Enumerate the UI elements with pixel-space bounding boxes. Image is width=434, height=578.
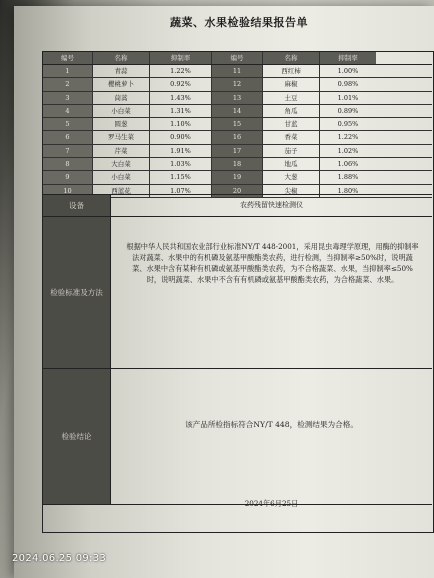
- cell-name: 大白菜: [93, 158, 150, 170]
- cell-name: 小白菜: [93, 171, 150, 183]
- cell-name: 圆葱: [93, 118, 150, 130]
- cell-no: 10: [43, 185, 93, 197]
- table-row: [43, 105, 432, 118]
- cell-rate: 0.90%: [150, 131, 212, 143]
- cell-name: 樱桃萝卜: [93, 78, 150, 90]
- table-row: [43, 78, 432, 91]
- cell-no: 3: [43, 92, 93, 104]
- report-title: 蔬菜、水果检验结果报告单: [170, 16, 308, 29]
- device-section: [43, 194, 432, 216]
- table-row: [43, 158, 432, 171]
- header-name-1: 名称: [93, 52, 150, 64]
- table-row: [43, 171, 432, 184]
- cell-no: 5: [43, 118, 93, 130]
- cell-no: 16: [212, 131, 263, 143]
- cell-rate: 1.01%: [337, 93, 359, 102]
- cell-name: 香菜: [263, 131, 320, 143]
- table-row: [43, 131, 432, 144]
- cell-no: 6: [43, 131, 93, 143]
- report-date: 2024年6月25日: [244, 499, 299, 508]
- cell-rate: 1.06%: [337, 160, 359, 169]
- cell-rate: 1.10%: [150, 118, 212, 130]
- cell-no: 8: [43, 158, 93, 170]
- cell-rate: 1.03%: [150, 158, 212, 170]
- header-no-1: 编号: [43, 52, 93, 64]
- cell-no: 19: [212, 171, 263, 183]
- header-no-2: 编号: [212, 52, 263, 64]
- cell-name: 茄子: [263, 145, 320, 157]
- cell-name: 麻椒: [263, 78, 320, 90]
- conclusion-label: 检验结论: [43, 369, 111, 504]
- cell-no: 4: [43, 105, 93, 117]
- conclusion-section: [43, 368, 432, 508]
- cell-name: 小白菜: [93, 105, 150, 117]
- cell-rate: 1.07%: [150, 185, 212, 197]
- cell-name: 青蒜: [93, 65, 150, 77]
- cell-name: 茼蒿: [93, 92, 150, 104]
- table-row: [43, 65, 432, 78]
- cell-rate: 0.89%: [337, 106, 359, 115]
- cell-name: 角瓜: [263, 105, 320, 117]
- cell-rate: 0.92%: [150, 78, 212, 90]
- cell-name: 土豆: [263, 92, 320, 104]
- cell-name: 罗马生菜: [93, 131, 150, 143]
- cell-rate: 1.88%: [337, 173, 359, 182]
- cell-no: 17: [212, 145, 263, 157]
- cell-rate: 1.43%: [150, 92, 212, 104]
- cell-no: 11: [212, 65, 263, 77]
- table-header: [43, 52, 432, 65]
- cell-rate: 1.80%: [337, 186, 359, 195]
- cell-rate: 1.22%: [150, 65, 212, 77]
- method-label: 检验标准及方法: [43, 217, 111, 368]
- cell-no: 2: [43, 78, 93, 90]
- device-label: 设备: [43, 195, 111, 216]
- table-body: [43, 65, 432, 198]
- table-row: [43, 92, 432, 105]
- device-value: 农药残留快速检测仪: [240, 201, 303, 209]
- cell-no: 20: [212, 185, 263, 197]
- cell-name: 西蓝花: [93, 185, 150, 197]
- cell-rate: 0.98%: [337, 80, 359, 89]
- table-footer-row: [43, 504, 432, 533]
- cell-rate: 1.91%: [150, 145, 212, 157]
- cell-rate: 1.15%: [150, 171, 212, 183]
- report-sheet: [14, 6, 434, 578]
- cell-no: 7: [43, 145, 93, 157]
- photo-timestamp: 2024.06.25 09:33: [12, 553, 107, 564]
- cell-name: 西红柿: [263, 65, 320, 77]
- cell-no: 1: [43, 65, 93, 77]
- report-table: [42, 51, 434, 533]
- header-rate-1: 抑制率: [150, 52, 212, 64]
- cell-rate: 1.31%: [150, 105, 212, 117]
- cell-no: 13: [212, 92, 263, 104]
- table-row: [43, 145, 432, 158]
- cell-name: 芹菜: [93, 145, 150, 157]
- cell-no: 14: [212, 105, 263, 117]
- table-row: [43, 118, 432, 131]
- cell-rate: 1.22%: [337, 133, 359, 142]
- method-text: 根据中华人民共和国农业部行业标准NY/T 448-2001，采用昆虫毒理学原理，用酶的抑制率法对蔬菜、水果中的有机磷及氨基甲酸酯类农药，进行检测，当抑制率≥50%时，说明蔬菜、水果中含有某种有机磷或氨基甲酸酯类农药，为不合格蔬菜、水果，当抑制率≤50%时，说明蔬菜、水果中不含有有机磷或氨基甲酸酯类农药，为合格蔬菜、水果。: [126, 242, 419, 284]
- header-name-2: 名称: [263, 52, 320, 64]
- cell-name: 大葱: [263, 171, 320, 183]
- cell-rate: 1.00%: [337, 67, 359, 75]
- cell-name: 尖椒: [263, 185, 320, 197]
- cell-no: 18: [212, 158, 263, 170]
- cell-rate: 0.95%: [337, 120, 359, 129]
- cell-no: 12: [212, 78, 263, 90]
- cell-name: 甘蓝: [263, 118, 320, 130]
- cell-name: 地瓜: [263, 158, 320, 170]
- cell-no: 9: [43, 171, 93, 183]
- cell-rate: 1.02%: [337, 146, 359, 155]
- header-rate-2: 抑制率: [320, 52, 376, 64]
- cell-no: 15: [212, 118, 263, 130]
- method-section: [43, 216, 432, 368]
- conclusion-text: 该产品所检指标符合NY/T 448，检测结果为合格。: [185, 420, 358, 429]
